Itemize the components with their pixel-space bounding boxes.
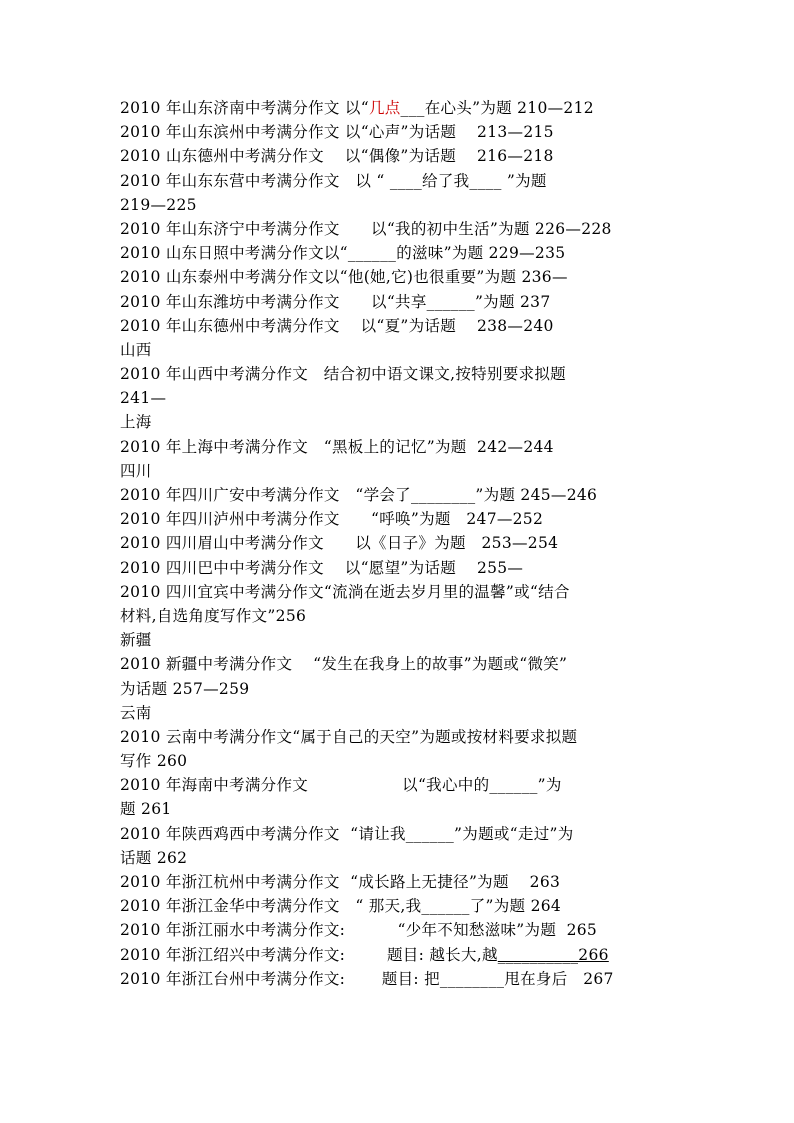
section-heading: 四川	[120, 461, 152, 480]
toc-line: 为话题 257—259	[120, 679, 250, 698]
toc-line: 241—	[120, 389, 167, 408]
toc-line: 2010 新疆中考满分作文 “发生在我身上的故事”为题或“微笑”	[120, 655, 568, 674]
toc-line	[120, 943, 720, 967]
toc-line: 2010 山东泰州中考满分作文以“他(她,它)也很重要”为题 236—	[120, 268, 568, 287]
toc-line: 2010 山东德州中考满分作文 以“偶像”为话题 216—218	[120, 147, 554, 166]
section-heading: 新疆	[120, 631, 152, 650]
toc-line: 写作 260	[120, 752, 188, 771]
toc-line: 话题 262	[120, 848, 188, 867]
toc-line: 2010 年山东潍坊中考满分作文 以“共享______”为题 237	[120, 292, 551, 311]
toc-line: 2010 年浙江丽水中考满分作文: “少年不知愁滋味”为题 265	[120, 921, 598, 940]
toc-line: 2010 年山东东营中考满分作文 以 “ ____给了我____ ”为题	[120, 171, 547, 190]
highlighted-text: 几点	[368, 99, 401, 117]
toc-line: 2010 年陕西鸡西中考满分作文 “请让我______”为题或“走过”为	[120, 824, 574, 843]
section-heading: 上海	[120, 413, 152, 432]
toc-line: 2010 年浙江台州中考满分作文: 题目: 把________甩在身后 267	[120, 969, 614, 988]
toc-line: 2010 年山东济宁中考满分作文 以“我的初中生活”为题 226—228	[120, 219, 612, 238]
toc-text: ___在心头”为题 210—212	[400, 99, 594, 117]
toc-text: 2010 年山东济南中考满分作文 以“	[120, 99, 369, 117]
toc-line: 2010 年四川泸州中考满分作文 “呼唤”为题 247—252	[120, 510, 544, 529]
underlined-text: __________266	[497, 945, 609, 964]
toc-line: 2010 年浙江金华中考满分作文 “ 那天,我______了”为题 264	[120, 897, 562, 916]
toc-line: 2010 年海南中考满分作文 以“我心中的______”为	[120, 776, 562, 795]
toc-line: 2010 年山西中考满分作文 结合初中语文课文,按特别要求拟题	[120, 365, 566, 384]
toc-text: 2010 年浙江绍兴中考满分作文: 题目: 越长大,越	[120, 945, 498, 964]
table-of-contents	[120, 96, 720, 991]
section-heading: 山西	[120, 340, 152, 359]
section-heading: 云南	[120, 703, 152, 722]
toc-line: 2010 四川宜宾中考满分作文“流淌在逝去岁月里的温馨”或“结合	[120, 582, 570, 601]
toc-line	[120, 96, 720, 120]
toc-line: 2010 年四川广安中考满分作文 “学会了________”为题 245—246	[120, 486, 598, 504]
toc-line: 2010 年浙江杭州中考满分作文 “成长路上无捷径”为题 263	[120, 873, 561, 891]
toc-line: 2010 山东日照中考满分作文以“______的滋味”为题 229—235	[120, 244, 566, 263]
toc-line: 2010 年上海中考满分作文 “黑板上的记忆”为题 242—244	[120, 437, 554, 456]
toc-line: 2010 四川眉山中考满分作文 以《日子》为题 253—254	[120, 534, 559, 553]
toc-line: 2010 年山东德州中考满分作文 以“夏”为话题 238—240	[120, 316, 554, 335]
toc-line: 2010 云南中考满分作文“属于自己的天空”为题或按材料要求拟题	[120, 727, 578, 746]
toc-line: 2010 四川巴中中考满分作文 以“愿望”为话题 255—	[120, 558, 524, 577]
toc-line: 题 261	[120, 800, 172, 819]
toc-line: 219—225	[120, 195, 197, 214]
toc-line: 2010 年山东滨州中考满分作文 以“心声”为话题 213—215	[120, 123, 554, 142]
toc-line: 材料,自选角度写作文”256	[120, 606, 307, 625]
